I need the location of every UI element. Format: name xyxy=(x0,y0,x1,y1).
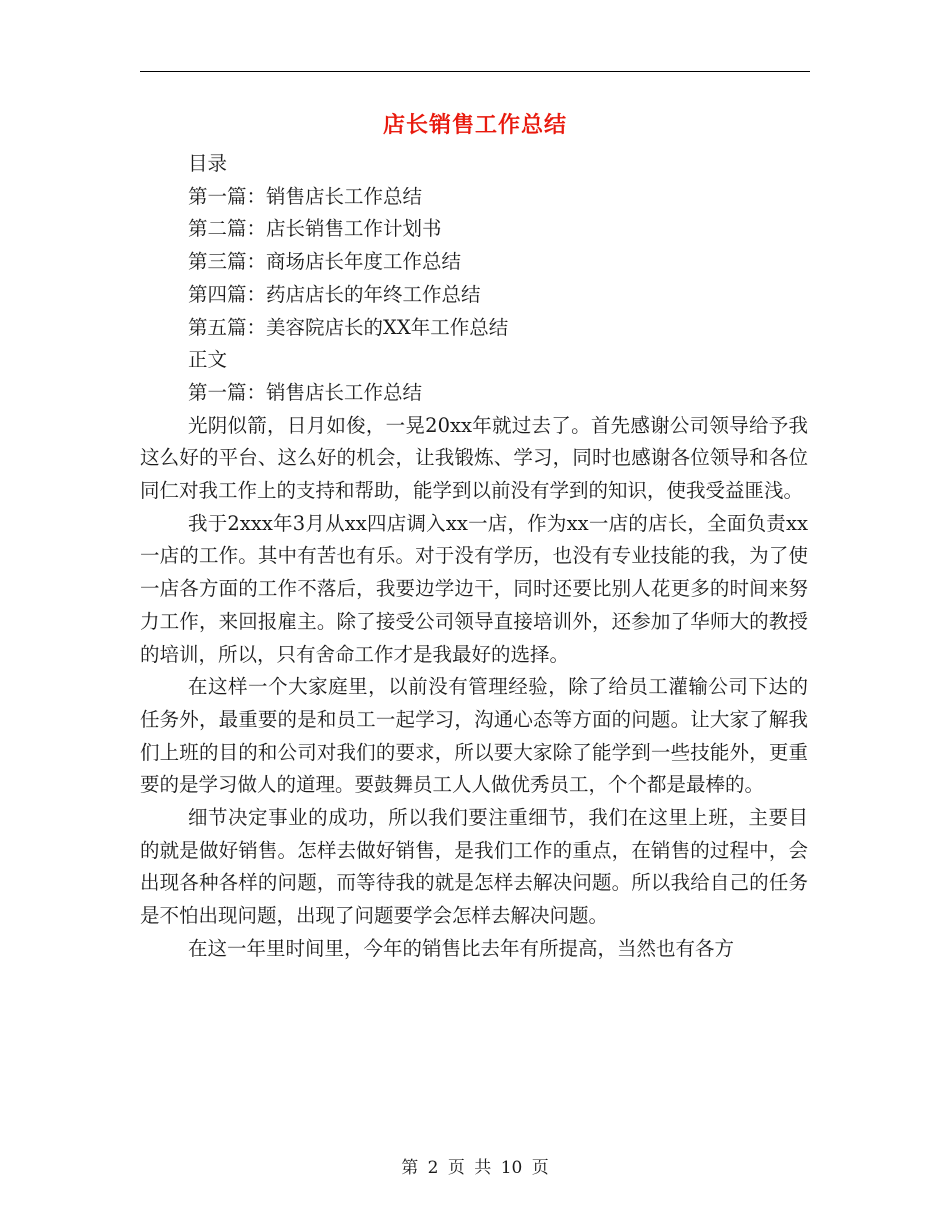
document-title: 店长销售工作总结 xyxy=(382,113,567,138)
toc-item: 第一篇：销售店长工作总结 xyxy=(188,184,423,208)
toc-item: 第二篇：店长销售工作计划书 xyxy=(188,217,442,241)
document-body xyxy=(140,148,808,966)
paragraph: 在这样一个大家庭里，以前没有管理经验，除了给员工灌输公司下达的任务外，最重要的是和员工一起学习，沟通心态等方面的问题。让大家了解我们上班的目的和公司对我们的要求，所以要大家除了能学到一些技能外，更重要的是学习做人的道理。要鼓舞员工人人做优秀员工，个个都是最棒的。 xyxy=(140,675,808,797)
page-number-footer: 第 2 页 共 10 页 xyxy=(401,1158,549,1178)
paragraph: 在这一年里时间里，今年的销售比去年有所提高，当然也有各方 xyxy=(188,936,735,960)
section-title: 第一篇：销售店长工作总结 xyxy=(188,380,423,404)
header-rule xyxy=(140,71,810,72)
paragraph: 我于2xxx年3月从xx四店调入xx一店，作为xx一店的店长，全面负责xx一店的工作。其中有苦也有乐。对于没有学历，也没有专业技能的我，为了使一店各方面的工作不落后，我要边学边干，同时还要比别人花更多的时间来努力工作，来回报雇主。除了接受公司领导直接培训外，还参加了华师大的教授的培训，所以，只有舍命工作才是我最好的选择。 xyxy=(140,511,808,666)
body-heading: 正文 xyxy=(188,348,228,372)
toc-heading: 目录 xyxy=(188,152,228,175)
paragraph: 光阴似箭，日月如俊，一晃20xx年就过去了。首先感谢公司领导给予我这么好的平台、这么好的机会，让我锻炼、学习，同时也感谢各位领导和各位同仁对我工作上的支持和帮助，能学到以前没有学到的知识，使我受益匪浅。 xyxy=(140,413,808,503)
toc-item: 第四篇：药店店长的年终工作总结 xyxy=(188,282,481,306)
toc-item: 第五篇：美容院店长的XX年工作总结 xyxy=(188,315,509,339)
paragraph: 细节决定事业的成功，所以我们要注重细节，我们在这里上班，主要目的就是做好销售。怎样去做好销售，是我们工作的重点，在销售的过程中，会出现各种各样的问题，而等待我的就是怎样去解决问题。所以我给自己的任务是不怕出现问题，出现了问题要学会怎样去解决问题。 xyxy=(140,806,808,928)
toc-item: 第三篇：商场店长年度工作总结 xyxy=(188,250,462,274)
